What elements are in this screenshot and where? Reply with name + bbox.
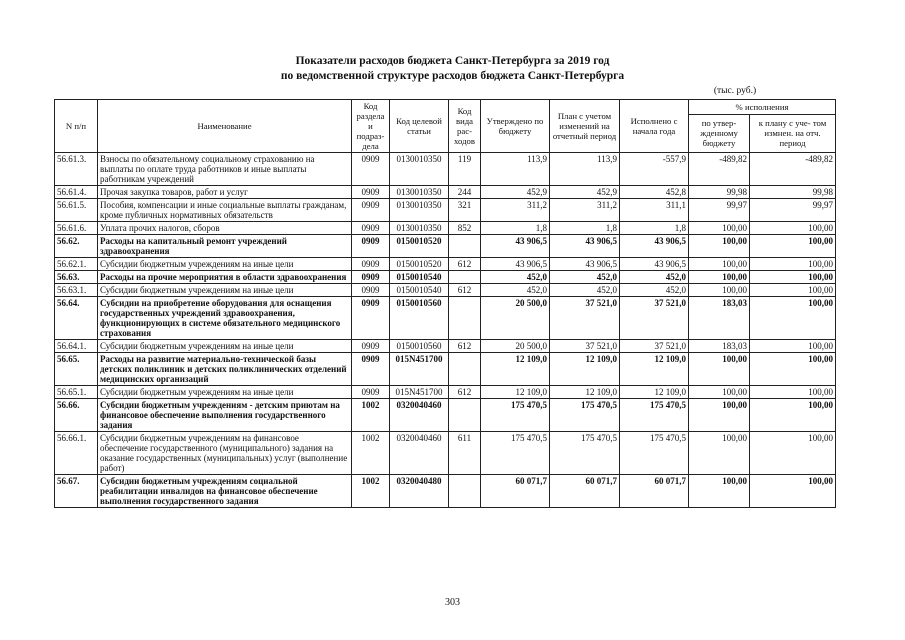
row-number: 56.61.4. xyxy=(55,186,98,199)
row-section-code: 0909 xyxy=(352,235,390,258)
row-number: 56.61.6. xyxy=(55,222,98,235)
row-name: Субсидии бюджетным учреждениям - детским приютам на финансовое обеспечение выполнения государственного задания xyxy=(98,399,352,432)
row-approved: 60 071,7 xyxy=(481,475,550,508)
row-name: Расходы на прочие мероприятия в области здравоохранения xyxy=(98,271,352,284)
row-section-code: 1002 xyxy=(352,432,390,475)
row-plan: 452,0 xyxy=(550,271,620,284)
row-type-code xyxy=(449,399,481,432)
row-pct-plan: 100,00 xyxy=(750,297,836,340)
row-target-code: 0150010560 xyxy=(390,340,449,353)
row-number: 56.63.1. xyxy=(55,284,98,297)
table-row xyxy=(55,153,836,186)
row-type-code: 852 xyxy=(449,222,481,235)
row-pct-approved: 99,98 xyxy=(689,186,750,199)
row-name: Субсидии бюджетным учреждениям социальной реабилитации инвалидов на финансовое обеспечение выполнения государственного задания xyxy=(98,475,352,508)
row-plan: 175 470,5 xyxy=(550,432,620,475)
row-section-code: 0909 xyxy=(352,353,390,386)
row-approved: 20 500,0 xyxy=(481,297,550,340)
header-approved: Утверждено по бюджету xyxy=(481,100,550,153)
row-pct-approved: 100,00 xyxy=(689,399,750,432)
row-type-code: 612 xyxy=(449,386,481,399)
row-pct-plan: 100,00 xyxy=(750,222,836,235)
row-executed: 1,8 xyxy=(620,222,689,235)
table-row xyxy=(55,186,836,199)
row-pct-approved: 100,00 xyxy=(689,271,750,284)
row-executed: -557,9 xyxy=(620,153,689,186)
row-executed: 37 521,0 xyxy=(620,297,689,340)
row-number: 56.61.5. xyxy=(55,199,98,222)
row-name: Субсидии бюджетным учреждениям на финансовое обеспечение государственного (муниципального) задания на оказание государственных (муниципальных) услуг (выполнение работ) xyxy=(98,432,352,475)
row-executed: 12 109,0 xyxy=(620,386,689,399)
row-name: Расходы на развитие материально-технической базы детских поликлиник и детских поликлинических отделений медицинских организаций xyxy=(98,353,352,386)
header-name: Наименование xyxy=(98,100,352,153)
row-plan: 311,2 xyxy=(550,199,620,222)
header-percent-group: % исполнения xyxy=(689,100,836,115)
header-pct-plan: к плану с уче- том измнен. на отч. период xyxy=(750,114,836,152)
row-pct-plan: 100,00 xyxy=(750,235,836,258)
row-pct-plan: 100,00 xyxy=(750,386,836,399)
row-executed: 43 906,5 xyxy=(620,258,689,271)
row-target-code: 0320040480 xyxy=(390,475,449,508)
row-target-code: 015N451700 xyxy=(390,386,449,399)
row-pct-plan: -489,82 xyxy=(750,153,836,186)
row-name: Субсидии бюджетным учреждениям на иные цели xyxy=(98,340,352,353)
row-type-code xyxy=(449,297,481,340)
row-name: Субсидии бюджетным учреждениям на иные цели xyxy=(98,386,352,399)
row-pct-approved: 183,03 xyxy=(689,340,750,353)
row-pct-plan: 100,00 xyxy=(750,271,836,284)
row-section-code: 0909 xyxy=(352,340,390,353)
row-section-code: 0909 xyxy=(352,153,390,186)
row-type-code: 244 xyxy=(449,186,481,199)
row-pct-approved: 100,00 xyxy=(689,222,750,235)
row-approved: 175 470,5 xyxy=(481,399,550,432)
document-subtitle: по ведомственной структуре расходов бюджета Санкт-Петербурга xyxy=(280,70,625,82)
row-target-code: 0150010540 xyxy=(390,271,449,284)
row-name: Субсидии на приобретение оборудования для оснащения государственных учреждений здравоохранения, функционирующих в системе обязательного медицинского страхования xyxy=(98,297,352,340)
row-plan: 12 109,0 xyxy=(550,353,620,386)
row-approved: 311,2 xyxy=(481,199,550,222)
row-number: 56.61.3. xyxy=(55,153,98,186)
row-executed: 311,1 xyxy=(620,199,689,222)
row-plan: 175 470,5 xyxy=(550,399,620,432)
header-section-code: Код раздела и подраз- дела xyxy=(352,100,390,153)
row-target-code: 0150010520 xyxy=(390,258,449,271)
row-target-code: 0150010520 xyxy=(390,235,449,258)
row-executed: 175 470,5 xyxy=(620,432,689,475)
row-pct-approved: 100,00 xyxy=(689,432,750,475)
row-section-code: 0909 xyxy=(352,297,390,340)
row-pct-approved: 100,00 xyxy=(689,235,750,258)
row-pct-plan: 100,00 xyxy=(750,399,836,432)
row-pct-approved: 100,00 xyxy=(689,284,750,297)
table-row xyxy=(55,271,836,284)
row-name: Прочая закупка товаров, работ и услуг xyxy=(98,186,352,199)
row-section-code: 0909 xyxy=(352,386,390,399)
table-row xyxy=(55,432,836,475)
row-pct-plan: 99,97 xyxy=(750,199,836,222)
row-executed: 175 470,5 xyxy=(620,399,689,432)
row-plan: 60 071,7 xyxy=(550,475,620,508)
row-approved: 43 906,5 xyxy=(481,235,550,258)
row-section-code: 0909 xyxy=(352,284,390,297)
row-type-code: 119 xyxy=(449,153,481,186)
row-pct-plan: 100,00 xyxy=(750,353,836,386)
row-target-code: 0130010350 xyxy=(390,199,449,222)
row-number: 56.63. xyxy=(55,271,98,284)
row-type-code: 612 xyxy=(449,284,481,297)
table-row xyxy=(55,258,836,271)
row-target-code: 015N451700 xyxy=(390,353,449,386)
row-plan: 1,8 xyxy=(550,222,620,235)
row-type-code xyxy=(449,353,481,386)
table-body xyxy=(55,153,836,508)
row-executed: 37 521,0 xyxy=(620,340,689,353)
row-number: 56.65. xyxy=(55,353,98,386)
table-row xyxy=(55,386,836,399)
table-row xyxy=(55,399,836,432)
header-target-code: Код целевой статьи xyxy=(390,100,449,153)
row-number: 56.64. xyxy=(55,297,98,340)
row-approved: 20 500,0 xyxy=(481,340,550,353)
row-executed: 60 071,7 xyxy=(620,475,689,508)
row-number: 56.66. xyxy=(55,399,98,432)
header-pct-approved: по утвер- жденному бюджету xyxy=(689,114,750,152)
row-approved: 113,9 xyxy=(481,153,550,186)
row-pct-approved: 100,00 xyxy=(689,386,750,399)
row-approved: 12 109,0 xyxy=(481,353,550,386)
row-name: Расходы на капитальный ремонт учреждений здравоохранения xyxy=(98,235,352,258)
row-plan: 113,9 xyxy=(550,153,620,186)
row-pct-plan: 100,00 xyxy=(750,258,836,271)
row-pct-approved: 99,97 xyxy=(689,199,750,222)
row-plan: 43 906,5 xyxy=(550,235,620,258)
table-row xyxy=(55,340,836,353)
row-plan: 12 109,0 xyxy=(550,386,620,399)
row-executed: 452,8 xyxy=(620,186,689,199)
row-approved: 452,9 xyxy=(481,186,550,199)
row-target-code: 0130010350 xyxy=(390,222,449,235)
row-type-code: 321 xyxy=(449,199,481,222)
row-pct-plan: 100,00 xyxy=(750,475,836,508)
row-section-code: 0909 xyxy=(352,222,390,235)
header-num: N п/п xyxy=(55,100,98,153)
row-executed: 452,0 xyxy=(620,284,689,297)
table-row xyxy=(55,235,836,258)
row-pct-approved: 100,00 xyxy=(689,258,750,271)
row-type-code: 612 xyxy=(449,340,481,353)
row-name: Пособия, компенсации и иные социальные выплаты гражданам, кроме публичных нормативных обязательств xyxy=(98,199,352,222)
header-plan: План с учетом изменений на отчетный период xyxy=(550,100,620,153)
row-target-code: 0320040460 xyxy=(390,432,449,475)
table-row xyxy=(55,199,836,222)
row-type-code xyxy=(449,475,481,508)
row-target-code: 0150010560 xyxy=(390,297,449,340)
row-pct-approved: 183,03 xyxy=(689,297,750,340)
row-plan: 37 521,0 xyxy=(550,340,620,353)
row-pct-plan: 100,00 xyxy=(750,284,836,297)
row-number: 56.62. xyxy=(55,235,98,258)
row-section-code: 1002 xyxy=(352,475,390,508)
row-section-code: 0909 xyxy=(352,186,390,199)
row-name: Субсидии бюджетным учреждениям на иные цели xyxy=(98,258,352,271)
table-row xyxy=(55,284,836,297)
row-target-code: 0320040460 xyxy=(390,399,449,432)
row-approved: 43 906,5 xyxy=(481,258,550,271)
row-type-code: 612 xyxy=(449,258,481,271)
row-number: 56.62.1. xyxy=(55,258,98,271)
row-number: 56.66.1. xyxy=(55,432,98,475)
row-plan: 452,0 xyxy=(550,284,620,297)
row-pct-approved: 100,00 xyxy=(689,475,750,508)
row-type-code xyxy=(449,235,481,258)
row-plan: 43 906,5 xyxy=(550,258,620,271)
row-number: 56.65.1. xyxy=(55,386,98,399)
row-plan: 37 521,0 xyxy=(550,297,620,340)
row-approved: 12 109,0 xyxy=(481,386,550,399)
row-section-code: 0909 xyxy=(352,271,390,284)
row-approved: 175 470,5 xyxy=(481,432,550,475)
header-type-code: Код вида рас- ходов xyxy=(449,100,481,153)
unit-label: (тыс. руб.) xyxy=(713,86,757,96)
row-pct-approved: -489,82 xyxy=(689,153,750,186)
row-pct-approved: 100,00 xyxy=(689,353,750,386)
header-executed: Исполнено с начала года xyxy=(620,100,689,153)
page-number: 303 xyxy=(445,597,460,608)
row-executed: 43 906,5 xyxy=(620,235,689,258)
document-title: Показатели расходов бюджета Санкт-Петербурга за 2019 год xyxy=(295,55,610,67)
table-row xyxy=(55,222,836,235)
row-section-code: 0909 xyxy=(352,199,390,222)
row-pct-plan: 99,98 xyxy=(750,186,836,199)
row-plan: 452,9 xyxy=(550,186,620,199)
row-type-code: 611 xyxy=(449,432,481,475)
row-number: 56.64.1. xyxy=(55,340,98,353)
budget-table xyxy=(54,99,836,508)
row-executed: 452,0 xyxy=(620,271,689,284)
table-row xyxy=(55,353,836,386)
row-target-code: 0150010540 xyxy=(390,284,449,297)
row-approved: 1,8 xyxy=(481,222,550,235)
row-section-code: 0909 xyxy=(352,258,390,271)
row-section-code: 1002 xyxy=(352,399,390,432)
row-executed: 12 109,0 xyxy=(620,353,689,386)
row-target-code: 0130010350 xyxy=(390,153,449,186)
row-approved: 452,0 xyxy=(481,271,550,284)
row-pct-plan: 100,00 xyxy=(750,432,836,475)
row-name: Взносы по обязательному социальному страхованию на выплаты по оплате труда работников и иные выплаты работникам учреждений xyxy=(98,153,352,186)
row-name: Субсидии бюджетным учреждениям на иные цели xyxy=(98,284,352,297)
row-number: 56.67. xyxy=(55,475,98,508)
row-pct-plan: 100,00 xyxy=(750,340,836,353)
row-approved: 452,0 xyxy=(481,284,550,297)
row-name: Уплата прочих налогов, сборов xyxy=(98,222,352,235)
table-row xyxy=(55,475,836,508)
table-row xyxy=(55,297,836,340)
row-type-code xyxy=(449,271,481,284)
row-target-code: 0130010350 xyxy=(390,186,449,199)
